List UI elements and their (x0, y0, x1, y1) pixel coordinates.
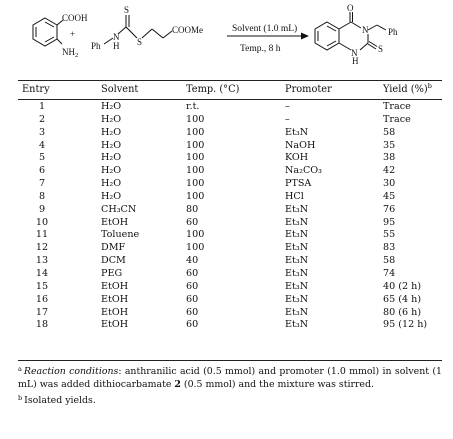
cell-solvent: H₂O (101, 139, 122, 151)
table-row (0, 101, 453, 114)
table-row (0, 255, 453, 268)
cell-promoter: – (285, 113, 290, 125)
cell-yield: 42 (383, 165, 396, 177)
table-header (0, 81, 453, 98)
table-row (0, 281, 453, 294)
table-row (0, 204, 453, 217)
thioether-s-label: S (137, 37, 143, 47)
cell-entry: 9 (38, 203, 46, 215)
cell-entry: 1 (38, 101, 46, 112)
cell-yield: 35 (383, 139, 396, 151)
cell-promoter: Et₃N (285, 319, 309, 331)
cell-solvent: H₂O (101, 178, 122, 190)
cell-yield: 83 (383, 242, 396, 254)
cell-temp: 100 (186, 242, 205, 254)
product-ph-label: Ph (388, 27, 398, 37)
cell-yield: 65 (4 h) (383, 293, 422, 305)
cell-entry: 4 (38, 139, 46, 151)
conditions-temp: Temp., 8 h (240, 44, 281, 54)
cell-promoter: Et₃N (285, 255, 309, 267)
carbonyl-o-label: O (347, 3, 354, 13)
cell-temp: 60 (186, 267, 199, 279)
cell-temp: 100 (186, 165, 205, 177)
cell-solvent: H₂O (101, 113, 122, 125)
cell-yield: 38 (383, 152, 396, 164)
cell-entry: 2 (38, 113, 46, 125)
table-row (0, 229, 453, 242)
product-h-label: H (352, 56, 359, 66)
cell-yield: Trace (383, 113, 411, 125)
cell-promoter: Na₂CO₃ (285, 165, 323, 177)
cooh-label: COOH (62, 13, 88, 23)
cell-solvent: Toluene (101, 229, 140, 241)
cell-promoter: Et₃N (285, 306, 309, 318)
cell-solvent: H₂O (101, 101, 122, 112)
ester-label: COOMe (172, 25, 203, 35)
cell-promoter: Et₃N (285, 267, 309, 279)
header-solvent: Solvent (101, 84, 139, 95)
cell-entry: 14 (35, 267, 49, 279)
cell-temp: r.t. (186, 101, 200, 112)
cell-solvent: H₂O (101, 165, 122, 177)
cell-entry: 11 (35, 229, 49, 241)
cell-yield: 76 (383, 203, 396, 215)
cell-yield: 30 (383, 178, 396, 190)
plus-sign: + (70, 29, 76, 39)
cell-solvent: CH₃CN (101, 203, 137, 215)
table-row (0, 307, 453, 320)
cell-yield: 95 (383, 216, 396, 228)
footnote-a: $^a$ Reaction conditions: anthranilic acid (0.5 mmol) and promoter (1.0 mmol) in solvent (1 mL) was added dithiocarbamate 2 (0.5 mmol) and the mixture was stirred. (18, 365, 442, 390)
cell-promoter: Et₃N (285, 216, 309, 228)
cell-yield: 74 (383, 267, 396, 279)
cell-temp: 100 (186, 190, 205, 202)
table-row (0, 268, 453, 281)
cell-yield: 58 (383, 126, 396, 138)
cell-yield: 95 (12 h) (383, 319, 428, 331)
cell-temp: 100 (186, 152, 205, 164)
cell-promoter: HCl (285, 190, 304, 202)
cell-temp: 60 (186, 293, 199, 305)
header-yield-footnote-mark: b (427, 82, 432, 90)
table-row (0, 294, 453, 307)
cell-temp: 60 (186, 319, 199, 331)
table-row (0, 242, 453, 255)
cell-solvent: EtOH (101, 216, 129, 228)
cell-temp: 100 (186, 139, 205, 151)
table-header-rule (18, 99, 442, 100)
cell-solvent: DMF (101, 242, 126, 254)
thione-s-label: S (124, 5, 130, 15)
cell-promoter: – (285, 101, 290, 112)
header-promoter: Promoter (285, 84, 332, 95)
cell-yield: 58 (383, 255, 396, 267)
cell-solvent: EtOH (101, 319, 129, 331)
cell-solvent: DCM (101, 255, 126, 267)
n-label: N (113, 32, 120, 42)
cell-promoter: KOH (285, 152, 309, 164)
table-row (0, 127, 453, 140)
cell-yield: 40 (2 h) (383, 280, 422, 292)
cell-temp: 40 (186, 255, 199, 267)
table-row (0, 114, 453, 127)
table-row (0, 152, 453, 165)
cell-solvent: EtOH (101, 280, 129, 292)
cell-entry: 13 (35, 255, 49, 267)
table-footnotes (18, 363, 442, 408)
product-structure (315, 12, 386, 50)
table-row (0, 319, 453, 332)
cell-entry: 15 (35, 280, 49, 292)
cell-entry: 10 (35, 216, 49, 228)
cell-promoter: Et₃N (285, 242, 309, 254)
cell-promoter: Et₃N (285, 293, 309, 305)
cell-temp: 60 (186, 280, 199, 292)
table-bottom-rule (18, 360, 442, 361)
cell-entry: 7 (38, 178, 46, 190)
cell-promoter: NaOH (285, 139, 316, 151)
product-n-label: N (362, 25, 369, 35)
cell-yield: 80 (6 h) (383, 306, 422, 318)
table-row (0, 191, 453, 204)
cell-temp: 60 (186, 306, 199, 318)
table-row (0, 217, 453, 230)
product-s-label: S (378, 44, 384, 54)
header-yield: Yield (%)$^b$ (383, 82, 432, 95)
conditions-solvent: Solvent (1.0 mL) (232, 24, 298, 34)
cell-yield: 45 (383, 190, 396, 202)
cell-yield: 55 (383, 229, 396, 241)
cell-entry: 12 (35, 242, 49, 254)
cell-entry: 8 (38, 190, 46, 202)
product-nh-label: N (351, 48, 358, 58)
header-entry: Entry (22, 84, 50, 95)
cell-solvent: H₂O (101, 190, 122, 202)
cell-solvent: EtOH (101, 306, 129, 318)
cell-entry: 16 (35, 293, 49, 305)
nh2-label: $NH_2$ (62, 47, 79, 59)
cell-promoter: PTSA (285, 178, 312, 190)
cell-solvent: PEG (101, 267, 123, 279)
scheme-drawing (0, 0, 453, 78)
table-row (0, 178, 453, 191)
cell-entry: 18 (35, 319, 49, 331)
reaction-scheme (0, 0, 453, 78)
cell-promoter: Et₃N (285, 229, 309, 241)
cell-entry: 6 (38, 165, 46, 177)
cell-temp: 80 (186, 203, 199, 215)
cell-entry: 3 (38, 126, 46, 138)
cell-entry: 17 (35, 306, 49, 318)
ph-label: Ph (91, 41, 101, 51)
footnote-b: $^b$ Isolated yields. (18, 394, 96, 407)
cell-solvent: EtOH (101, 293, 129, 305)
nh-h-label: H (113, 41, 120, 51)
cell-temp: 100 (186, 178, 205, 190)
table-row (0, 165, 453, 178)
cell-entry: 5 (38, 152, 46, 164)
cell-promoter: Et₃N (285, 203, 309, 215)
header-temp: Temp. (°C) (186, 84, 240, 95)
cell-temp: 100 (186, 113, 205, 125)
table-row (0, 140, 453, 153)
cell-temp: 100 (186, 229, 205, 241)
cell-solvent: H₂O (101, 126, 122, 138)
cell-solvent: H₂O (101, 152, 122, 164)
cell-promoter: Et₃N (285, 280, 309, 292)
cell-temp: 60 (186, 216, 199, 228)
cell-promoter: Et₃N (285, 126, 309, 138)
cell-yield: Trace (383, 101, 411, 112)
table-body (0, 101, 453, 332)
cell-temp: 100 (186, 126, 205, 138)
